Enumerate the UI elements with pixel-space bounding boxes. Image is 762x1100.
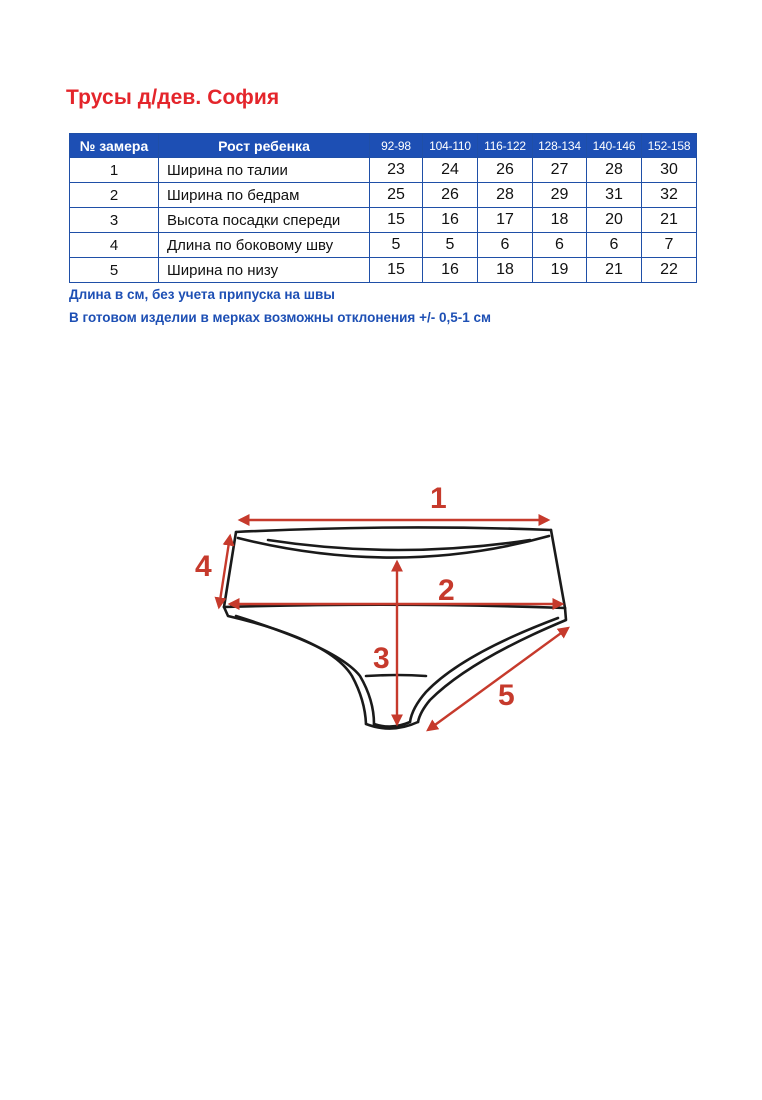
label-measure-5: 5 [498,679,515,712]
measure-name: Высота посадки спереди [159,208,370,233]
measure-value: 25 [370,183,423,208]
measure-value: 28 [587,158,642,183]
measure-value: 27 [533,158,587,183]
measure-value: 5 [370,233,423,258]
measure-value: 6 [478,233,533,258]
measure-value: 21 [642,208,697,233]
garment-outline [224,527,566,728]
measure-number: 1 [70,158,159,183]
measure-value: 26 [423,183,478,208]
measure-number: 2 [70,183,159,208]
header-height: Рост ребенка [159,134,370,158]
measure-value: 18 [478,258,533,283]
measure-value: 20 [587,208,642,233]
measure-value: 5 [423,233,478,258]
header-measure-no: № замера [70,134,159,158]
measure-name: Ширина по низу [159,258,370,283]
measure-value: 31 [587,183,642,208]
measure-value: 30 [642,158,697,183]
header-size: 128-134 [533,134,587,158]
header-size: 104-110 [423,134,478,158]
measure-value: 6 [533,233,587,258]
header-size: 92-98 [370,134,423,158]
measure-value: 6 [587,233,642,258]
measure-value: 15 [370,258,423,283]
measure-value: 23 [370,158,423,183]
measure-value: 21 [587,258,642,283]
measure-value: 19 [533,258,587,283]
label-measure-3: 3 [373,642,390,675]
header-size: 116-122 [478,134,533,158]
measure-value: 7 [642,233,697,258]
measure-name: Ширина по бедрам [159,183,370,208]
header-size: 140-146 [587,134,642,158]
measure-value: 29 [533,183,587,208]
measure-value: 24 [423,158,478,183]
measure-name: Ширина по талии [159,158,370,183]
measure-value: 22 [642,258,697,283]
header-size: 152-158 [642,134,697,158]
measure-value: 15 [370,208,423,233]
measure-name: Длина по боковому шву [159,233,370,258]
measure-value: 16 [423,208,478,233]
measure-value: 32 [642,183,697,208]
page-title: Трусы д/дев. София [66,86,280,109]
note-units: Длина в см, без учета припуска на швы [69,287,335,302]
note-tolerance: В готовом изделии в мерках возможны отклонения +/- 0,5-1 см [69,310,491,325]
measure-number: 5 [70,258,159,283]
measure-number: 4 [70,233,159,258]
measure-value: 17 [478,208,533,233]
measure-value: 26 [478,158,533,183]
label-measure-2: 2 [438,574,455,607]
measure-value: 28 [478,183,533,208]
measure-number: 3 [70,208,159,233]
measurement-arrows [219,520,568,730]
measure-value: 16 [423,258,478,283]
measure-value: 18 [533,208,587,233]
label-measure-4: 4 [195,550,212,583]
label-measure-1: 1 [430,482,447,515]
